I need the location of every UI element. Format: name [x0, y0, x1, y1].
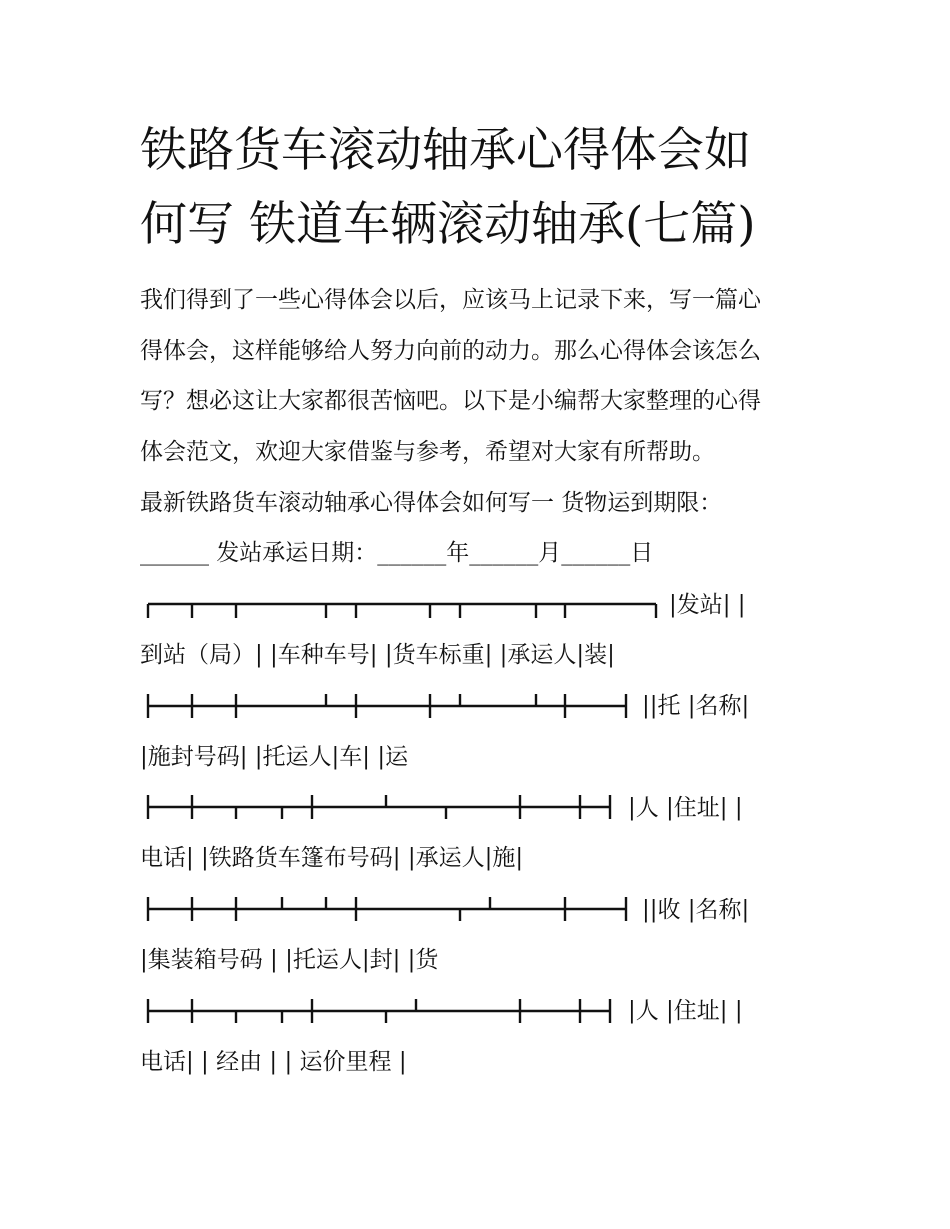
form-row-1-tail: |发站| | — [669, 592, 746, 618]
table-border-rule-1 — [140, 592, 660, 620]
form-row-5-tail: |人 |住址| | — [628, 998, 743, 1024]
table-border-rule-2 — [140, 692, 630, 722]
form-row-2-line: |施封号码| |托运人|车| |运 — [140, 744, 409, 770]
form-row-5-line: 电话| | 经由 | | 运价里程 | — [140, 1049, 407, 1075]
form-row-3-line: 电话| |铁路货车篷布号码| |承运人|施| — [140, 845, 524, 871]
form-row-3-tail: |人 |住址| | — [628, 795, 743, 821]
intro-line-4: 体会范文，欢迎大家借鉴与参考，希望对大家有所帮助。 — [140, 439, 715, 465]
intro-line-3: 写？想必这让大家都很苦恼吧。以下是小编帮大家整理的心得 — [140, 388, 761, 414]
form-row-4-line: |集装箱号码 | |托运人|封| |货 — [140, 947, 439, 973]
table-border-rule-5 — [140, 997, 615, 1027]
intro-line-2: 得体会，这样能够给人努力向前的动力。那么心得体会该怎么 — [140, 338, 761, 364]
intro-line-1: 我们得到了一些心得体会以后，应该马上记录下来，写一篇心 — [140, 287, 761, 313]
form-row-1-line: 到站（局）| |车种车号| |货车标重| |承运人|装| — [140, 642, 615, 668]
form-row-4-tail: ||收 |名称| — [642, 897, 750, 923]
table-border-rule-4 — [140, 895, 630, 925]
section-heading: 最新铁路货车滚动轴承心得体会如何写一 货物运到期限： — [140, 490, 723, 516]
table-border-rule-3 — [140, 793, 615, 823]
date-line: ______ 发站承运日期：______年______月______日 — [140, 540, 654, 566]
form-row-2-tail: ||托 |名称| — [642, 693, 750, 719]
document-title-line-1: 铁路货车滚动轴承心得体会如 — [140, 123, 751, 178]
document-title-line-2: 何写 铁道车辆滚动轴承(七篇) — [140, 197, 756, 252]
